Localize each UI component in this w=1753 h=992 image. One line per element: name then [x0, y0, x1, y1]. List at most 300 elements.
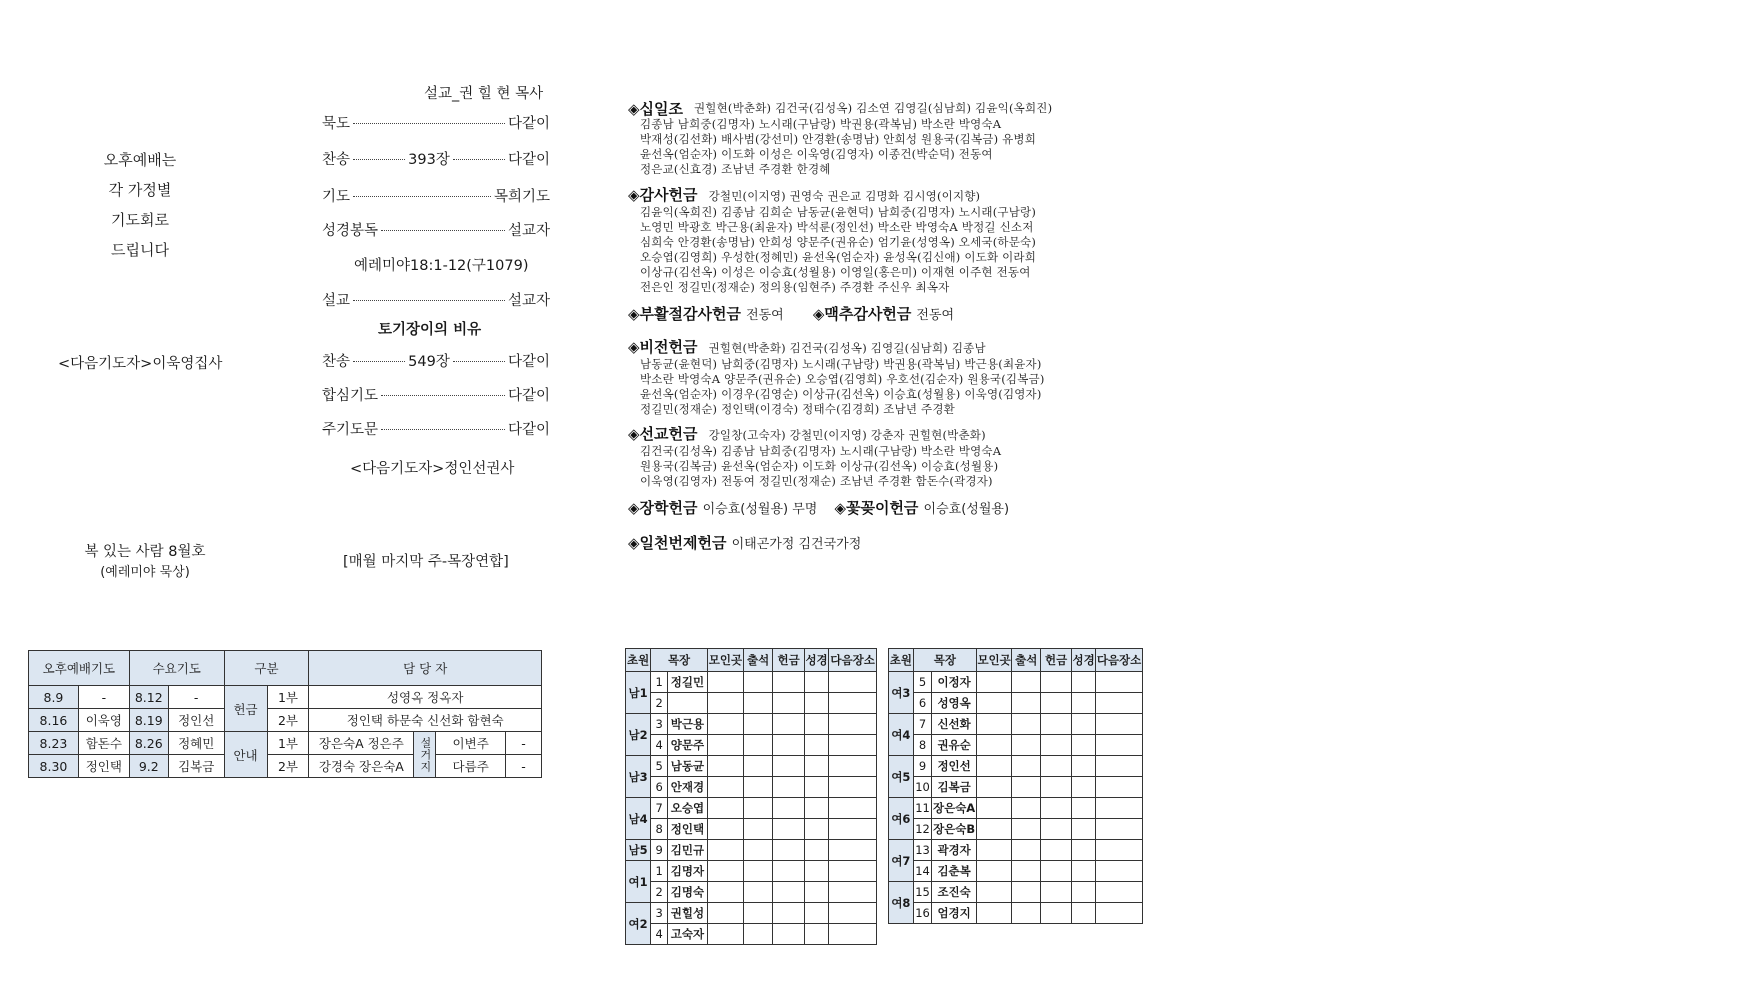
attendance-cell-location[interactable] — [707, 735, 743, 756]
offering-thousand — [628, 532, 861, 553]
attendance-number: 14 — [913, 861, 932, 882]
attendance-leader: 고숙자 — [668, 924, 708, 945]
duty-names: 강경숙 장은숙A — [309, 755, 414, 778]
attendance-row — [626, 756, 877, 777]
attendance-cell-offering[interactable] — [1041, 798, 1072, 819]
attendance-leader: 김복금 — [932, 777, 977, 798]
attendance-cell-attendance[interactable] — [743, 735, 772, 756]
attendance-leader: 김명자 — [668, 861, 708, 882]
attendance-group: 여8 — [889, 882, 914, 924]
attendance-cell-offering[interactable] — [773, 756, 805, 777]
attendance-number: 4 — [651, 735, 668, 756]
duty-person: 김복금 — [168, 755, 224, 778]
order-label: 묵도 — [322, 116, 351, 132]
attendance-cell-bible[interactable] — [804, 924, 828, 945]
attendance-cell-attendance[interactable] — [743, 693, 772, 714]
attendance-leader: 권유순 — [932, 735, 977, 756]
duty-person: 함돈수 — [78, 732, 129, 755]
attendance-row — [626, 861, 877, 882]
order-leader: 설교자 — [507, 223, 550, 239]
attendance-group: 남4 — [626, 798, 651, 840]
attendance-number: 7 — [651, 798, 668, 819]
attendance-cell-bible[interactable] — [1072, 903, 1096, 924]
attendance-row — [626, 882, 877, 903]
attendance-cell-attendance[interactable] — [1012, 882, 1041, 903]
attendance-cell-next-place[interactable] — [829, 861, 877, 882]
attendance-cell-bible[interactable] — [804, 735, 828, 756]
attendance-cell-offering[interactable] — [1041, 672, 1072, 693]
attendance-cell-next-place[interactable] — [829, 882, 877, 903]
offering-names: 전동여 — [746, 308, 784, 323]
attendance-row — [626, 903, 877, 924]
attendance-cell-location[interactable] — [976, 693, 1011, 714]
order-row-prayer — [322, 185, 550, 206]
duty-person: - — [168, 686, 224, 709]
order-leader: 다같이 — [507, 354, 551, 370]
leader-dots — [381, 429, 505, 430]
attendance-cell-location[interactable] — [707, 882, 743, 903]
attendance-group: 여2 — [626, 903, 651, 945]
attendance-cell-location[interactable] — [976, 672, 1011, 693]
order-row-hymn-1 — [322, 148, 550, 169]
attendance-cell-bible[interactable] — [1072, 882, 1096, 903]
next-prayer-left: <다음기도자>이욱영집사 — [58, 356, 223, 372]
attendance-row — [626, 693, 877, 714]
attendance-cell-attendance[interactable] — [1012, 714, 1041, 735]
attendance-cell-attendance[interactable] — [1012, 756, 1041, 777]
attendance-cell-offering[interactable] — [773, 882, 805, 903]
leader-dots — [453, 159, 505, 160]
attendance-group: 여7 — [889, 840, 914, 882]
attendance-cell-next-place[interactable] — [1096, 903, 1143, 924]
attendance-number: 13 — [913, 840, 932, 861]
sermon-header: 설교_권 힐 현 목사 — [424, 86, 544, 102]
attendance-cell-next-place[interactable] — [829, 714, 877, 735]
attendance-cell-offering[interactable] — [773, 924, 805, 945]
attendance-header: 출석 — [1012, 649, 1041, 672]
attendance-cell-location[interactable] — [707, 819, 743, 840]
attendance-header: 헌금 — [773, 649, 805, 672]
attendance-group: 남2 — [626, 714, 651, 756]
attendance-leader: 김민규 — [668, 840, 708, 861]
attendance-row — [889, 777, 1143, 798]
attendance-cell-attendance[interactable] — [1012, 798, 1041, 819]
afternoon-note-line: 오후예배는 — [103, 151, 177, 169]
attendance-cell-attendance[interactable] — [1012, 903, 1041, 924]
offering-names: 이승효(성월용) 무명 — [702, 502, 818, 517]
attendance-cell-attendance[interactable] — [743, 924, 772, 945]
attendance-header: 초원 — [626, 649, 651, 672]
attendance-cell-location[interactable] — [707, 693, 743, 714]
offering-line: 윤선옥(엄순자) 이도화 이성은 이욱영(김영자) 이종건(박순덕) 전동여 — [640, 147, 993, 161]
attendance-cell-next-place[interactable] — [829, 756, 877, 777]
attendance-cell-bible[interactable] — [1072, 756, 1096, 777]
attendance-cell-location[interactable] — [976, 861, 1011, 882]
attendance-cell-next-place[interactable] — [829, 798, 877, 819]
attendance-cell-next-place[interactable] — [1096, 777, 1143, 798]
attendance-cell-location[interactable] — [976, 735, 1011, 756]
attendance-cell-offering[interactable] — [773, 777, 805, 798]
offering-names: 이승효(성월용) — [923, 502, 1010, 517]
attendance-cell-next-place[interactable] — [829, 672, 877, 693]
duty-date: 8.9 — [29, 686, 79, 709]
attendance-header-row — [889, 649, 1143, 672]
attendance-leader: 양문주 — [668, 735, 708, 756]
offering-label: ◈십일조 — [628, 100, 684, 118]
offering-label: ◈감사헌금 — [628, 186, 698, 204]
duty-part: 1부 — [267, 732, 309, 755]
order-row-silent-prayer — [322, 112, 550, 133]
attendance-cell-bible[interactable] — [804, 819, 828, 840]
attendance-cell-attendance[interactable] — [743, 882, 772, 903]
attendance-cell-location[interactable] — [976, 903, 1011, 924]
attendance-cell-bible[interactable] — [1072, 798, 1096, 819]
attendance-cell-offering[interactable] — [773, 903, 805, 924]
attendance-cell-offering[interactable] — [1041, 840, 1072, 861]
attendance-number: 4 — [651, 924, 668, 945]
offering-names: 전동여 — [916, 308, 955, 323]
offering-label: ◈장학헌금 — [628, 499, 698, 517]
attendance-header: 헌금 — [1041, 649, 1072, 672]
attendance-cell-attendance[interactable] — [743, 756, 772, 777]
duty-names: 성영옥 정옥자 — [309, 686, 542, 709]
attendance-header: 출석 — [743, 649, 772, 672]
attendance-cell-bible[interactable] — [1072, 735, 1096, 756]
attendance-cell-location[interactable] — [976, 882, 1011, 903]
attendance-number: 1 — [651, 861, 668, 882]
attendance-cell-bible[interactable] — [1072, 840, 1096, 861]
offering-names — [628, 117, 1128, 177]
offering-thanks — [628, 184, 1128, 295]
order-leader: 다같이 — [507, 388, 550, 404]
attendance-cell-bible[interactable] — [804, 672, 828, 693]
attendance-cell-next-place[interactable] — [829, 840, 877, 861]
duty-extra-val: - — [506, 732, 542, 755]
scripture-reference: 예레미야18:1-12(구1079) — [354, 258, 529, 274]
attendance-cell-next-place[interactable] — [829, 735, 877, 756]
offering-names — [628, 357, 1148, 417]
duty-header: 오후예배기도 — [29, 651, 130, 686]
offering-names — [628, 444, 1148, 489]
order-label: 성경봉독 — [322, 223, 379, 239]
attendance-cell-attendance[interactable] — [743, 819, 772, 840]
order-row-lords-prayer — [322, 418, 550, 439]
attendance-cell-bible[interactable] — [804, 840, 828, 861]
attendance-number: 16 — [913, 903, 932, 924]
duty-date: 8.30 — [29, 755, 79, 778]
attendance-leader: 김춘복 — [932, 861, 977, 882]
attendance-number: 2 — [651, 882, 668, 903]
afternoon-note-line: 드립니다 — [111, 241, 169, 259]
attendance-cell-location[interactable] — [707, 924, 743, 945]
attendance-cell-next-place[interactable] — [1096, 735, 1143, 756]
attendance-cell-offering[interactable] — [1041, 903, 1072, 924]
duty-extra-name: 다름주 — [436, 755, 506, 778]
attendance-row — [889, 861, 1143, 882]
attendance-cell-next-place[interactable] — [1096, 840, 1143, 861]
attendance-header-row — [626, 649, 877, 672]
attendance-cell-attendance[interactable] — [743, 798, 772, 819]
duty-header: 수요기도 — [129, 651, 224, 686]
attendance-cell-bible[interactable] — [1072, 693, 1096, 714]
offering-label: ◈맥추감사헌금 — [812, 305, 912, 323]
attendance-cell-next-place[interactable] — [1096, 798, 1143, 819]
attendance-row — [626, 798, 877, 819]
attendance-cell-bible[interactable] — [804, 903, 828, 924]
attendance-row — [889, 882, 1143, 903]
leader-dots — [353, 159, 405, 160]
offering-line: 이욱영(김영자) 전동여 정길민(정재순) 조남년 주경환 함돈수(곽경자) — [640, 474, 993, 488]
attendance-number: 2 — [651, 693, 668, 714]
attendance-table-women — [888, 648, 1143, 924]
attendance-cell-offering[interactable] — [1041, 714, 1072, 735]
attendance-header: 초원 — [889, 649, 914, 672]
attendance-leader: 장은숙B — [932, 819, 977, 840]
attendance-cell-attendance[interactable] — [743, 903, 772, 924]
attendance-cell-attendance[interactable] — [1012, 735, 1041, 756]
attendance-number: 3 — [651, 714, 668, 735]
attendance-number: 8 — [913, 735, 932, 756]
attendance-cell-location[interactable] — [707, 714, 743, 735]
attendance-row — [626, 714, 877, 735]
attendance-cell-location[interactable] — [976, 840, 1011, 861]
attendance-cell-bible[interactable] — [804, 714, 828, 735]
attendance-cell-bible[interactable] — [804, 861, 828, 882]
attendance-number: 10 — [913, 777, 932, 798]
order-label: 찬송 — [322, 152, 351, 168]
order-row-unison-prayer — [322, 384, 550, 405]
attendance-row — [626, 777, 877, 798]
offering-line: 윤선옥(엄순자) 이경우(김영순) 이상규(김선옥) 이승효(성월용) 이욱영(김영자) — [640, 387, 1042, 401]
attendance-row — [889, 798, 1143, 819]
attendance-cell-next-place[interactable] — [829, 819, 877, 840]
duty-person: 이욱영 — [78, 709, 129, 732]
attendance-group: 남5 — [626, 840, 651, 861]
duty-part: 1부 — [267, 686, 309, 709]
attendance-row — [889, 714, 1143, 735]
attendance-cell-next-place[interactable] — [829, 903, 877, 924]
order-leader: 다같이 — [507, 152, 551, 168]
attendance-cell-offering[interactable] — [773, 672, 805, 693]
attendance-cell-next-place[interactable] — [1096, 882, 1143, 903]
attendance-group: 여3 — [889, 672, 914, 714]
attendance-number: 5 — [913, 672, 932, 693]
attendance-leader: 남동균 — [668, 756, 708, 777]
attendance-cell-offering[interactable] — [773, 819, 805, 840]
attendance-cell-bible[interactable] — [804, 756, 828, 777]
attendance-cell-location[interactable] — [707, 777, 743, 798]
attendance-cell-bible[interactable] — [1072, 672, 1096, 693]
attendance-group: 여5 — [889, 756, 914, 798]
attendance-group: 남3 — [626, 756, 651, 798]
attendance-cell-location[interactable] — [707, 840, 743, 861]
attendance-cell-location[interactable] — [707, 798, 743, 819]
attendance-row — [889, 735, 1143, 756]
leader-dots — [381, 395, 505, 396]
attendance-cell-offering[interactable] — [1041, 882, 1072, 903]
attendance-row — [626, 735, 877, 756]
offering-line: 강철민(이지영) 권영숙 권은교 김명화 김시영(이지향) — [708, 189, 981, 203]
duty-names: 정인택 하문숙 신선화 함현숙 — [309, 709, 542, 732]
attendance-cell-next-place[interactable] — [1096, 861, 1143, 882]
attendance-cell-bible[interactable] — [804, 693, 828, 714]
attendance-cell-offering[interactable] — [1041, 777, 1072, 798]
attendance-cell-attendance[interactable] — [1012, 693, 1041, 714]
attendance-cell-location[interactable] — [976, 756, 1011, 777]
attendance-header: 모인곳 — [976, 649, 1011, 672]
order-hymn-number: 549장 — [408, 354, 450, 370]
attendance-cell-next-place[interactable] — [1096, 693, 1143, 714]
duty-category: 안내 — [224, 732, 267, 778]
attendance-cell-location[interactable] — [976, 714, 1011, 735]
duty-date: 9.2 — [129, 755, 168, 778]
attendance-leader: 오승엽 — [668, 798, 708, 819]
attendance-table-men — [625, 648, 877, 945]
attendance-cell-bible[interactable] — [1072, 819, 1096, 840]
attendance-number: 11 — [913, 798, 932, 819]
afternoon-note-line: 기도회로 — [111, 211, 169, 229]
attendance-cell-attendance[interactable] — [743, 714, 772, 735]
attendance-cell-offering[interactable] — [1041, 735, 1072, 756]
attendance-number: 9 — [913, 756, 932, 777]
attendance-cell-offering[interactable] — [1041, 861, 1072, 882]
attendance-cell-next-place[interactable] — [1096, 714, 1143, 735]
attendance-cell-location[interactable] — [707, 903, 743, 924]
attendance-cell-next-place[interactable] — [1096, 819, 1143, 840]
attendance-cell-next-place[interactable] — [829, 777, 877, 798]
offering-names: 이태곤가정 김건국가정 — [731, 537, 862, 552]
offering-line: 이상규(김선옥) 이성은 이승효(성월용) 이영일(홍은미) 이재현 이주현 전동여 — [640, 265, 1031, 279]
leader-dots — [453, 361, 505, 362]
attendance-cell-next-place[interactable] — [1096, 672, 1143, 693]
order-label: 합심기도 — [322, 388, 379, 404]
offering-line: 심희숙 안경환(송명남) 안희성 양문주(권유순) 엄기윤(성영옥) 오세국(하문숙) — [640, 235, 1037, 249]
attendance-cell-offering[interactable] — [1041, 693, 1072, 714]
attendance-cell-offering[interactable] — [773, 714, 805, 735]
attendance-cell-next-place[interactable] — [829, 924, 877, 945]
attendance-cell-attendance[interactable] — [1012, 861, 1041, 882]
attendance-leader: 권힐성 — [668, 903, 708, 924]
attendance-cell-next-place[interactable] — [829, 693, 877, 714]
duty-person: - — [78, 686, 129, 709]
attendance-header: 다음장소 — [829, 649, 877, 672]
leader-dots — [353, 196, 491, 197]
duty-header-row — [29, 651, 542, 686]
attendance-cell-offering[interactable] — [1041, 756, 1072, 777]
attendance-cell-attendance[interactable] — [1012, 819, 1041, 840]
afternoon-note-line: 각 가정별 — [108, 181, 172, 199]
attendance-cell-attendance[interactable] — [743, 861, 772, 882]
attendance-cell-location[interactable] — [976, 798, 1011, 819]
offering-label: ◈부활절감사헌금 — [628, 305, 741, 323]
attendance-cell-attendance[interactable] — [1012, 672, 1041, 693]
duty-person: 정혜민 — [168, 732, 224, 755]
attendance-row — [889, 819, 1143, 840]
offering-line: 김윤익(옥희진) 김종남 김희순 남동균(윤현덕) 남희중(김명자) 노시래(구남랑) — [640, 205, 1037, 219]
attendance-cell-offering[interactable] — [773, 861, 805, 882]
duty-person: 정인선 — [168, 709, 224, 732]
attendance-cell-offering[interactable] — [773, 840, 805, 861]
attendance-cell-offering[interactable] — [1041, 819, 1072, 840]
offering-line: 강일창(고숙자) 강철민(이지영) 강춘자 권힐현(박춘화) — [708, 428, 986, 442]
duty-row — [29, 732, 542, 755]
offering-line: 정은교(신효경) 조남년 주경환 한경혜 — [640, 162, 831, 176]
attendance-cell-offering[interactable] — [773, 693, 805, 714]
order-row-scripture — [322, 219, 550, 240]
order-leader: 다같이 — [507, 422, 550, 438]
attendance-leader: 정인선 — [932, 756, 977, 777]
offering-names — [628, 205, 1128, 295]
duty-person: 정인택 — [78, 755, 129, 778]
order-label: 찬송 — [322, 354, 351, 370]
order-row-sermon — [322, 289, 550, 310]
attendance-leader: 정길민 — [668, 672, 708, 693]
attendance-leader: 안재경 — [668, 777, 708, 798]
duty-date: 8.16 — [29, 709, 79, 732]
attendance-group: 남1 — [626, 672, 651, 714]
duty-row — [29, 686, 542, 709]
attendance-cell-attendance[interactable] — [743, 840, 772, 861]
attendance-cell-attendance[interactable] — [1012, 840, 1041, 861]
duty-date: 8.12 — [129, 686, 168, 709]
order-hymn-number: 393장 — [408, 152, 450, 168]
leader-dots — [381, 230, 505, 231]
attendance-cell-offering[interactable] — [773, 735, 805, 756]
offering-easter-harvest — [628, 303, 954, 324]
attendance-cell-bible[interactable] — [1072, 777, 1096, 798]
offering-line: 김건국(김성옥) 김종남 남희중(김명자) 노시래(구남랑) 박소란 박영숙A — [640, 444, 1002, 458]
duty-category: 헌금 — [224, 686, 267, 732]
attendance-leader: 정인택 — [668, 819, 708, 840]
blessing-subtitle: (예레미야 묵상) — [100, 565, 190, 580]
offering-line: 오승엽(김영희) 우성한(정혜민) 윤선옥(엄순자) 윤성옥(김신애) 이도화 이라희 — [640, 250, 1037, 264]
attendance-cell-attendance[interactable] — [743, 672, 772, 693]
offering-line: 박재성(김선화) 배사범(강선미) 안경환(송명남) 안희성 원용국(김복금) 유병희 — [640, 132, 1037, 146]
attendance-header: 모인곳 — [707, 649, 743, 672]
order-label: 주기도문 — [322, 422, 379, 438]
attendance-cell-location[interactable] — [976, 819, 1011, 840]
order-label: 기도 — [322, 189, 351, 205]
attendance-cell-bible[interactable] — [804, 777, 828, 798]
duty-date: 8.19 — [129, 709, 168, 732]
attendance-cell-attendance[interactable] — [743, 777, 772, 798]
attendance-cell-bible[interactable] — [804, 798, 828, 819]
attendance-cell-offering[interactable] — [773, 798, 805, 819]
attendance-cell-attendance[interactable] — [1012, 777, 1041, 798]
attendance-row — [889, 693, 1143, 714]
offering-line: 정길민(정재순) 정인택(이경숙) 정태수(김경희) 조남년 주경환 — [640, 402, 955, 416]
blessing-title: 복 있는 사람 8월호 — [84, 544, 206, 560]
attendance-cell-location[interactable] — [976, 777, 1011, 798]
attendance-cell-bible[interactable] — [1072, 714, 1096, 735]
attendance-cell-next-place[interactable] — [1096, 756, 1143, 777]
attendance-cell-location[interactable] — [707, 756, 743, 777]
duty-table — [28, 650, 542, 778]
duty-header: 구분 — [224, 651, 309, 686]
attendance-cell-location[interactable] — [707, 861, 743, 882]
afternoon-note — [85, 145, 195, 265]
attendance-cell-bible[interactable] — [1072, 861, 1096, 882]
offering-label: ◈일천번제헌금 — [628, 534, 727, 552]
offering-line: 권힐현(박춘화) 김건국(김성옥) 김소연 김영길(심남희) 김윤익(옥희진) — [694, 101, 1053, 115]
order-leader: 다같이 — [507, 116, 550, 132]
order-label: 설교 — [322, 293, 351, 309]
attendance-leader: 성영옥 — [932, 693, 977, 714]
offering-line: 남동균(윤현덕) 남희중(김명자) 노시래(구남랑) 박권용(곽복님) 박근용(최윤자) — [640, 357, 1042, 371]
attendance-cell-bible[interactable] — [804, 882, 828, 903]
attendance-cell-location[interactable] — [707, 672, 743, 693]
leader-dots — [353, 300, 505, 301]
